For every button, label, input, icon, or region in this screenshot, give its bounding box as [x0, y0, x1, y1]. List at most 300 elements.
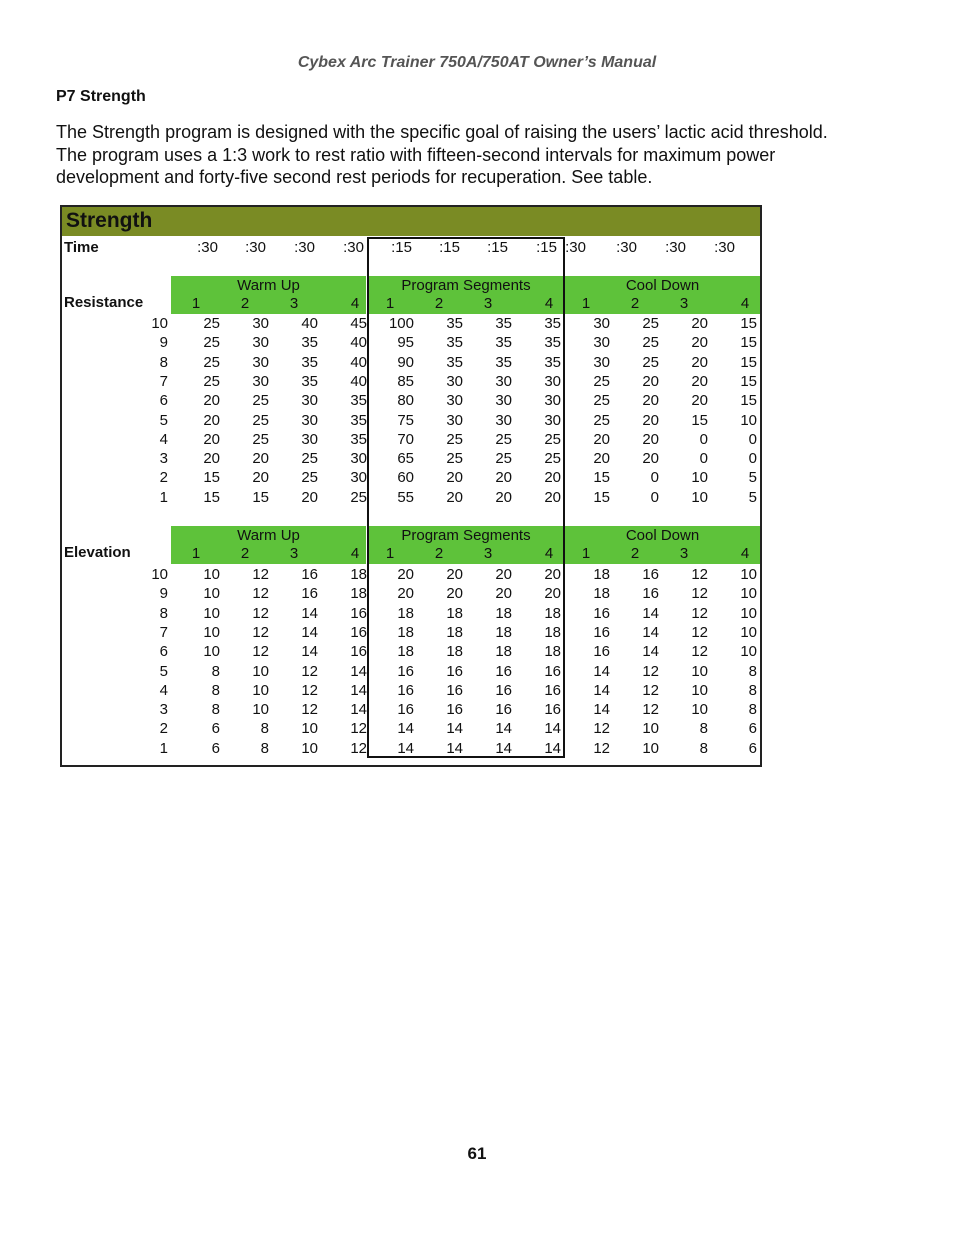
resistance-level: 6	[159, 392, 168, 410]
resistance-value-cell: 15	[740, 372, 757, 390]
elevation-value-cell: 14	[642, 643, 659, 661]
elevation-value-cell: 12	[691, 585, 708, 603]
resistance-value-cell: 15	[740, 392, 757, 410]
resistance-value-cell: 40	[350, 372, 367, 390]
elevation-value-cell: 16	[544, 662, 561, 680]
resistance-value-cell: 35	[446, 353, 463, 371]
resistance-value-cell: 20	[203, 450, 220, 468]
elevation-level: 5	[159, 662, 168, 680]
resistance-value-cell: 25	[446, 450, 463, 468]
elevation-value-cell: 8	[211, 662, 220, 680]
resistance-segment-number: 2	[434, 295, 444, 312]
resistance-value-cell: 30	[495, 372, 512, 390]
resistance-value-cell: 30	[544, 392, 561, 410]
resistance-value-cell: 25	[203, 334, 220, 352]
time-cell: :30	[616, 239, 637, 256]
resistance-value-cell: 25	[252, 411, 269, 429]
elevation-value-cell: 8	[748, 701, 757, 719]
resistance-value-cell: 25	[495, 430, 512, 448]
elevation-value-cell: 14	[397, 739, 414, 757]
resistance-value-cell: 35	[495, 334, 512, 352]
elevation-value-cell: 12	[350, 720, 367, 738]
elevation-value-cell: 10	[740, 643, 757, 661]
elevation-value-cell: 8	[748, 662, 757, 680]
elevation-value-cell: 14	[642, 623, 659, 641]
elevation-group-label: Program Segments	[401, 527, 531, 544]
resistance-value-cell: 20	[691, 334, 708, 352]
manual-header: Cybex Arc Trainer 750A/750AT Owner’s Manual	[297, 54, 657, 71]
resistance-value-cell: 25	[593, 392, 610, 410]
intro-line: The Strength program is designed with the specific goal of raising the users’ lactic acid threshold.	[56, 122, 828, 142]
resistance-value-cell: 20	[544, 488, 561, 506]
elevation-value-cell: 20	[397, 585, 414, 603]
elevation-value-cell: 8	[699, 720, 708, 738]
elevation-value-cell: 10	[642, 720, 659, 738]
elevation-segment-number: 3	[289, 545, 299, 562]
resistance-value-cell: 20	[252, 469, 269, 487]
elevation-value-cell: 12	[301, 662, 318, 680]
resistance-label: Resistance	[64, 294, 144, 311]
resistance-value-cell: 25	[544, 430, 561, 448]
resistance-value-cell: 30	[446, 372, 463, 390]
resistance-value-cell: 30	[495, 392, 512, 410]
time-label: Time	[64, 239, 99, 256]
resistance-value-cell: 25	[495, 450, 512, 468]
resistance-value-cell: 15	[252, 488, 269, 506]
resistance-level: 9	[159, 334, 168, 352]
resistance-value-cell: 35	[544, 353, 561, 371]
resistance-value-cell: 5	[748, 469, 757, 487]
elevation-value-cell: 10	[691, 662, 708, 680]
resistance-segment-number: 1	[385, 295, 395, 312]
resistance-value-cell: 95	[397, 334, 414, 352]
resistance-level: 8	[159, 353, 168, 371]
elevation-value-cell: 12	[642, 681, 659, 699]
resistance-value-cell: 20	[642, 450, 659, 468]
resistance-value-cell: 25	[301, 450, 318, 468]
resistance-value-cell: 35	[446, 315, 463, 332]
elevation-segment-number: 3	[679, 545, 689, 562]
resistance-value-cell: 10	[691, 469, 708, 487]
elevation-value-cell: 10	[203, 643, 220, 661]
resistance-value-cell: 30	[301, 430, 318, 448]
resistance-value-cell: 20	[642, 392, 659, 410]
resistance-value-cell: 20	[495, 488, 512, 506]
elevation-value-cell: 20	[446, 585, 463, 603]
resistance-value-cell: 25	[203, 353, 220, 371]
resistance-value-cell: 25	[642, 353, 659, 371]
resistance-value-cell: 20	[446, 469, 463, 487]
elevation-value-cell: 16	[397, 662, 414, 680]
elevation-group-label: Warm Up	[237, 527, 300, 544]
resistance-value-cell: 35	[495, 315, 512, 332]
elevation-value-cell: 16	[593, 643, 610, 661]
elevation-value-cell: 12	[642, 662, 659, 680]
time-cell: :15	[439, 239, 460, 256]
resistance-value-cell: 20	[203, 392, 220, 410]
elevation-value-cell: 16	[642, 566, 659, 583]
table-title-bar	[62, 207, 760, 236]
elevation-value-cell: 18	[446, 623, 463, 641]
resistance-level: 3	[159, 450, 168, 468]
resistance-value-cell: 30	[593, 353, 610, 371]
elevation-value-cell: 8	[211, 701, 220, 719]
elevation-value-cell: 12	[593, 720, 610, 738]
resistance-value-cell: 40	[350, 353, 367, 371]
resistance-segment-number: 1	[191, 295, 201, 312]
elevation-level: 2	[159, 720, 168, 738]
elevation-level: 4	[159, 681, 168, 699]
elevation-value-cell: 10	[301, 720, 318, 738]
resistance-level: 10	[151, 315, 168, 332]
elevation-value-cell: 10	[203, 623, 220, 641]
elevation-value-cell: 12	[691, 604, 708, 622]
resistance-value-cell: 20	[642, 411, 659, 429]
elevation-value-cell: 16	[397, 701, 414, 719]
resistance-value-cell: 35	[350, 430, 367, 448]
resistance-value-cell: 20	[691, 372, 708, 390]
resistance-segment-number: 1	[581, 295, 591, 312]
elevation-value-cell: 18	[495, 623, 512, 641]
elevation-value-cell: 14	[593, 662, 610, 680]
elevation-segment-number: 1	[191, 545, 201, 562]
elevation-value-cell: 18	[397, 623, 414, 641]
elevation-value-cell: 10	[203, 585, 220, 603]
time-cell: :15	[536, 239, 557, 256]
elevation-value-cell: 10	[252, 681, 269, 699]
resistance-value-cell: 30	[544, 411, 561, 429]
elevation-value-cell: 16	[446, 681, 463, 699]
resistance-segment-number: 4	[350, 295, 360, 312]
resistance-value-cell: 65	[397, 450, 414, 468]
resistance-value-cell: 40	[301, 315, 318, 332]
time-cell: :30	[197, 239, 218, 256]
elevation-value-cell: 10	[740, 566, 757, 583]
time-cell: :15	[487, 239, 508, 256]
resistance-value-cell: 0	[699, 450, 708, 468]
resistance-value-cell: 85	[397, 372, 414, 390]
elevation-segment-number: 1	[581, 545, 591, 562]
resistance-value-cell: 25	[593, 411, 610, 429]
resistance-segment-number: 4	[544, 295, 554, 312]
elevation-segment-number: 4	[350, 545, 360, 562]
resistance-value-cell: 10	[740, 411, 757, 429]
elevation-level: 9	[159, 585, 168, 603]
elevation-value-cell: 14	[544, 720, 561, 738]
elevation-value-cell: 16	[350, 643, 367, 661]
elevation-value-cell: 18	[397, 604, 414, 622]
resistance-value-cell: 25	[203, 372, 220, 390]
elevation-segment-number: 2	[434, 545, 444, 562]
elevation-value-cell: 18	[593, 566, 610, 583]
resistance-value-cell: 70	[397, 430, 414, 448]
resistance-value-cell: 0	[650, 488, 659, 506]
resistance-value-cell: 25	[593, 372, 610, 390]
elevation-value-cell: 10	[203, 604, 220, 622]
resistance-value-cell: 35	[350, 392, 367, 410]
resistance-value-cell: 25	[252, 430, 269, 448]
elevation-segment-number: 1	[385, 545, 395, 562]
elevation-segment-number: 2	[240, 545, 250, 562]
elevation-level: 8	[159, 604, 168, 622]
resistance-value-cell: 30	[350, 469, 367, 487]
time-cell: :30	[665, 239, 686, 256]
resistance-value-cell: 25	[252, 392, 269, 410]
resistance-segment-number: 2	[630, 295, 640, 312]
elevation-value-cell: 16	[350, 623, 367, 641]
resistance-value-cell: 100	[388, 315, 414, 332]
elevation-value-cell: 10	[642, 739, 659, 757]
elevation-value-cell: 12	[642, 701, 659, 719]
resistance-value-cell: 30	[593, 315, 610, 332]
elevation-segment-number: 4	[740, 545, 750, 562]
resistance-value-cell: 30	[301, 392, 318, 410]
resistance-level: 1	[159, 488, 168, 506]
resistance-value-cell: 20	[301, 488, 318, 506]
elevation-group-label: Cool Down	[625, 527, 700, 544]
resistance-value-cell: 5	[748, 488, 757, 506]
elevation-value-cell: 14	[301, 623, 318, 641]
elevation-value-cell: 18	[495, 643, 512, 661]
elevation-value-cell: 18	[397, 643, 414, 661]
resistance-value-cell: 25	[544, 450, 561, 468]
resistance-value-cell: 0	[650, 469, 659, 487]
elevation-value-cell: 16	[495, 681, 512, 699]
resistance-value-cell: 30	[593, 334, 610, 352]
elevation-value-cell: 10	[203, 566, 220, 583]
elevation-value-cell: 6	[748, 739, 757, 757]
resistance-group-label: Program Segments	[401, 277, 531, 294]
resistance-value-cell: 20	[593, 430, 610, 448]
elevation-value-cell: 20	[495, 566, 512, 583]
elevation-level: 1	[159, 739, 168, 757]
elevation-value-cell: 18	[544, 623, 561, 641]
resistance-value-cell: 20	[203, 411, 220, 429]
resistance-value-cell: 10	[691, 488, 708, 506]
elevation-value-cell: 14	[446, 739, 463, 757]
elevation-value-cell: 8	[699, 739, 708, 757]
elevation-value-cell: 20	[446, 566, 463, 583]
resistance-value-cell: 20	[691, 315, 708, 332]
elevation-value-cell: 16	[593, 604, 610, 622]
resistance-value-cell: 20	[691, 353, 708, 371]
program-segments-outline	[367, 237, 565, 758]
elevation-value-cell: 14	[350, 662, 367, 680]
elevation-level: 10	[151, 566, 168, 583]
resistance-level: 7	[159, 372, 168, 390]
elevation-value-cell: 12	[252, 643, 269, 661]
elevation-value-cell: 8	[260, 739, 269, 757]
resistance-value-cell: 15	[593, 488, 610, 506]
resistance-value-cell: 30	[252, 315, 269, 332]
resistance-value-cell: 20	[495, 469, 512, 487]
resistance-value-cell: 30	[544, 372, 561, 390]
resistance-value-cell: 15	[203, 469, 220, 487]
elevation-value-cell: 14	[593, 701, 610, 719]
elevation-value-cell: 12	[252, 566, 269, 583]
elevation-value-cell: 16	[446, 701, 463, 719]
elevation-value-cell: 16	[446, 662, 463, 680]
resistance-value-cell: 0	[748, 450, 757, 468]
elevation-value-cell: 18	[350, 566, 367, 583]
resistance-segment-number: 2	[240, 295, 250, 312]
elevation-value-cell: 12	[301, 681, 318, 699]
resistance-value-cell: 20	[642, 430, 659, 448]
resistance-value-cell: 35	[301, 372, 318, 390]
resistance-value-cell: 25	[446, 430, 463, 448]
elevation-value-cell: 10	[691, 681, 708, 699]
elevation-value-cell: 8	[211, 681, 220, 699]
resistance-value-cell: 30	[350, 450, 367, 468]
resistance-value-cell: 35	[495, 353, 512, 371]
resistance-value-cell: 15	[740, 353, 757, 371]
elevation-value-cell: 14	[642, 604, 659, 622]
elevation-level: 3	[159, 701, 168, 719]
elevation-segment-number: 3	[483, 545, 493, 562]
resistance-value-cell: 15	[740, 315, 757, 332]
elevation-value-cell: 12	[350, 739, 367, 757]
resistance-value-cell: 25	[642, 334, 659, 352]
elevation-value-cell: 16	[642, 585, 659, 603]
resistance-value-cell: 20	[203, 430, 220, 448]
resistance-value-cell: 25	[642, 315, 659, 332]
elevation-value-cell: 12	[691, 623, 708, 641]
resistance-value-cell: 30	[301, 411, 318, 429]
elevation-value-cell: 12	[252, 604, 269, 622]
elevation-value-cell: 12	[593, 739, 610, 757]
elevation-value-cell: 10	[252, 701, 269, 719]
resistance-value-cell: 35	[544, 334, 561, 352]
resistance-value-cell: 20	[593, 450, 610, 468]
resistance-value-cell: 30	[446, 392, 463, 410]
resistance-value-cell: 35	[446, 334, 463, 352]
resistance-value-cell: 20	[642, 372, 659, 390]
resistance-value-cell: 25	[301, 469, 318, 487]
resistance-value-cell: 25	[350, 488, 367, 506]
elevation-value-cell: 20	[495, 585, 512, 603]
elevation-value-cell: 14	[397, 720, 414, 738]
resistance-group-label: Warm Up	[237, 277, 300, 294]
elevation-value-cell: 10	[252, 662, 269, 680]
table-title: Strength	[66, 209, 153, 232]
elevation-value-cell: 14	[593, 681, 610, 699]
resistance-value-cell: 30	[252, 334, 269, 352]
resistance-value-cell: 15	[740, 334, 757, 352]
time-cell: :30	[714, 239, 735, 256]
time-cell: :30	[294, 239, 315, 256]
resistance-value-cell: 40	[350, 334, 367, 352]
elevation-value-cell: 16	[350, 604, 367, 622]
elevation-value-cell: 16	[593, 623, 610, 641]
time-cell: :30	[565, 239, 586, 256]
page-number: 61	[467, 1144, 487, 1163]
intro-line: The program uses a 1:3 work to rest ratio with fifteen-second intervals for maximum power	[56, 144, 776, 165]
elevation-value-cell: 18	[544, 643, 561, 661]
resistance-value-cell: 15	[203, 488, 220, 506]
resistance-segment-number: 4	[740, 295, 750, 312]
elevation-value-cell: 14	[350, 681, 367, 699]
elevation-value-cell: 18	[593, 585, 610, 603]
elevation-level: 6	[159, 643, 168, 661]
resistance-value-cell: 60	[397, 469, 414, 487]
resistance-value-cell: 20	[691, 392, 708, 410]
elevation-label: Elevation	[64, 544, 131, 561]
resistance-value-cell: 0	[748, 430, 757, 448]
resistance-value-cell: 30	[252, 353, 269, 371]
elevation-value-cell: 14	[495, 720, 512, 738]
elevation-value-cell: 10	[691, 701, 708, 719]
elevation-segment-number: 4	[544, 545, 554, 562]
resistance-value-cell: 15	[691, 411, 708, 429]
elevation-value-cell: 12	[691, 643, 708, 661]
elevation-value-cell: 14	[495, 739, 512, 757]
elevation-value-cell: 18	[446, 604, 463, 622]
resistance-value-cell: 35	[301, 334, 318, 352]
elevation-value-cell: 14	[301, 604, 318, 622]
elevation-value-cell: 10	[740, 585, 757, 603]
resistance-value-cell: 30	[252, 372, 269, 390]
resistance-value-cell: 55	[397, 488, 414, 506]
time-cell: :30	[245, 239, 266, 256]
resistance-group-label: Cool Down	[625, 277, 700, 294]
elevation-value-cell: 12	[691, 566, 708, 583]
strength-table	[60, 205, 762, 767]
resistance-segment-number: 3	[289, 295, 299, 312]
elevation-value-cell: 18	[446, 643, 463, 661]
resistance-level: 5	[159, 411, 168, 429]
elevation-value-cell: 18	[350, 585, 367, 603]
elevation-value-cell: 16	[301, 585, 318, 603]
time-cell: :15	[391, 239, 412, 256]
elevation-value-cell: 20	[397, 566, 414, 583]
elevation-value-cell: 16	[495, 701, 512, 719]
resistance-value-cell: 30	[446, 411, 463, 429]
resistance-value-cell: 30	[495, 411, 512, 429]
elevation-value-cell: 6	[748, 720, 757, 738]
elevation-value-cell: 14	[301, 643, 318, 661]
elevation-value-cell: 10	[301, 739, 318, 757]
elevation-value-cell: 14	[350, 701, 367, 719]
elevation-value-cell: 14	[544, 739, 561, 757]
time-cell: :30	[343, 239, 364, 256]
elevation-value-cell: 16	[301, 566, 318, 583]
resistance-segment-number: 3	[483, 295, 493, 312]
elevation-value-cell: 16	[495, 662, 512, 680]
elevation-value-cell: 14	[446, 720, 463, 738]
elevation-value-cell: 8	[260, 720, 269, 738]
resistance-level: 4	[159, 430, 168, 448]
resistance-value-cell: 20	[446, 488, 463, 506]
elevation-level: 7	[159, 623, 168, 641]
elevation-value-cell: 10	[740, 604, 757, 622]
resistance-value-cell: 90	[397, 353, 414, 371]
elevation-value-cell: 12	[252, 585, 269, 603]
elevation-value-cell: 10	[740, 623, 757, 641]
elevation-value-cell: 12	[301, 701, 318, 719]
elevation-value-cell: 20	[544, 566, 561, 583]
elevation-value-cell: 18	[495, 604, 512, 622]
resistance-segment-number: 3	[679, 295, 689, 312]
intro-line: development and forty-five second rest periods for recuperation. See table.	[56, 167, 653, 187]
resistance-value-cell: 25	[203, 315, 220, 332]
resistance-value-cell: 45	[350, 315, 367, 332]
elevation-value-cell: 16	[544, 701, 561, 719]
elevation-value-cell: 16	[397, 681, 414, 699]
resistance-value-cell: 15	[593, 469, 610, 487]
elevation-value-cell: 6	[211, 739, 220, 757]
resistance-value-cell: 75	[397, 411, 414, 429]
elevation-value-cell: 20	[544, 585, 561, 603]
